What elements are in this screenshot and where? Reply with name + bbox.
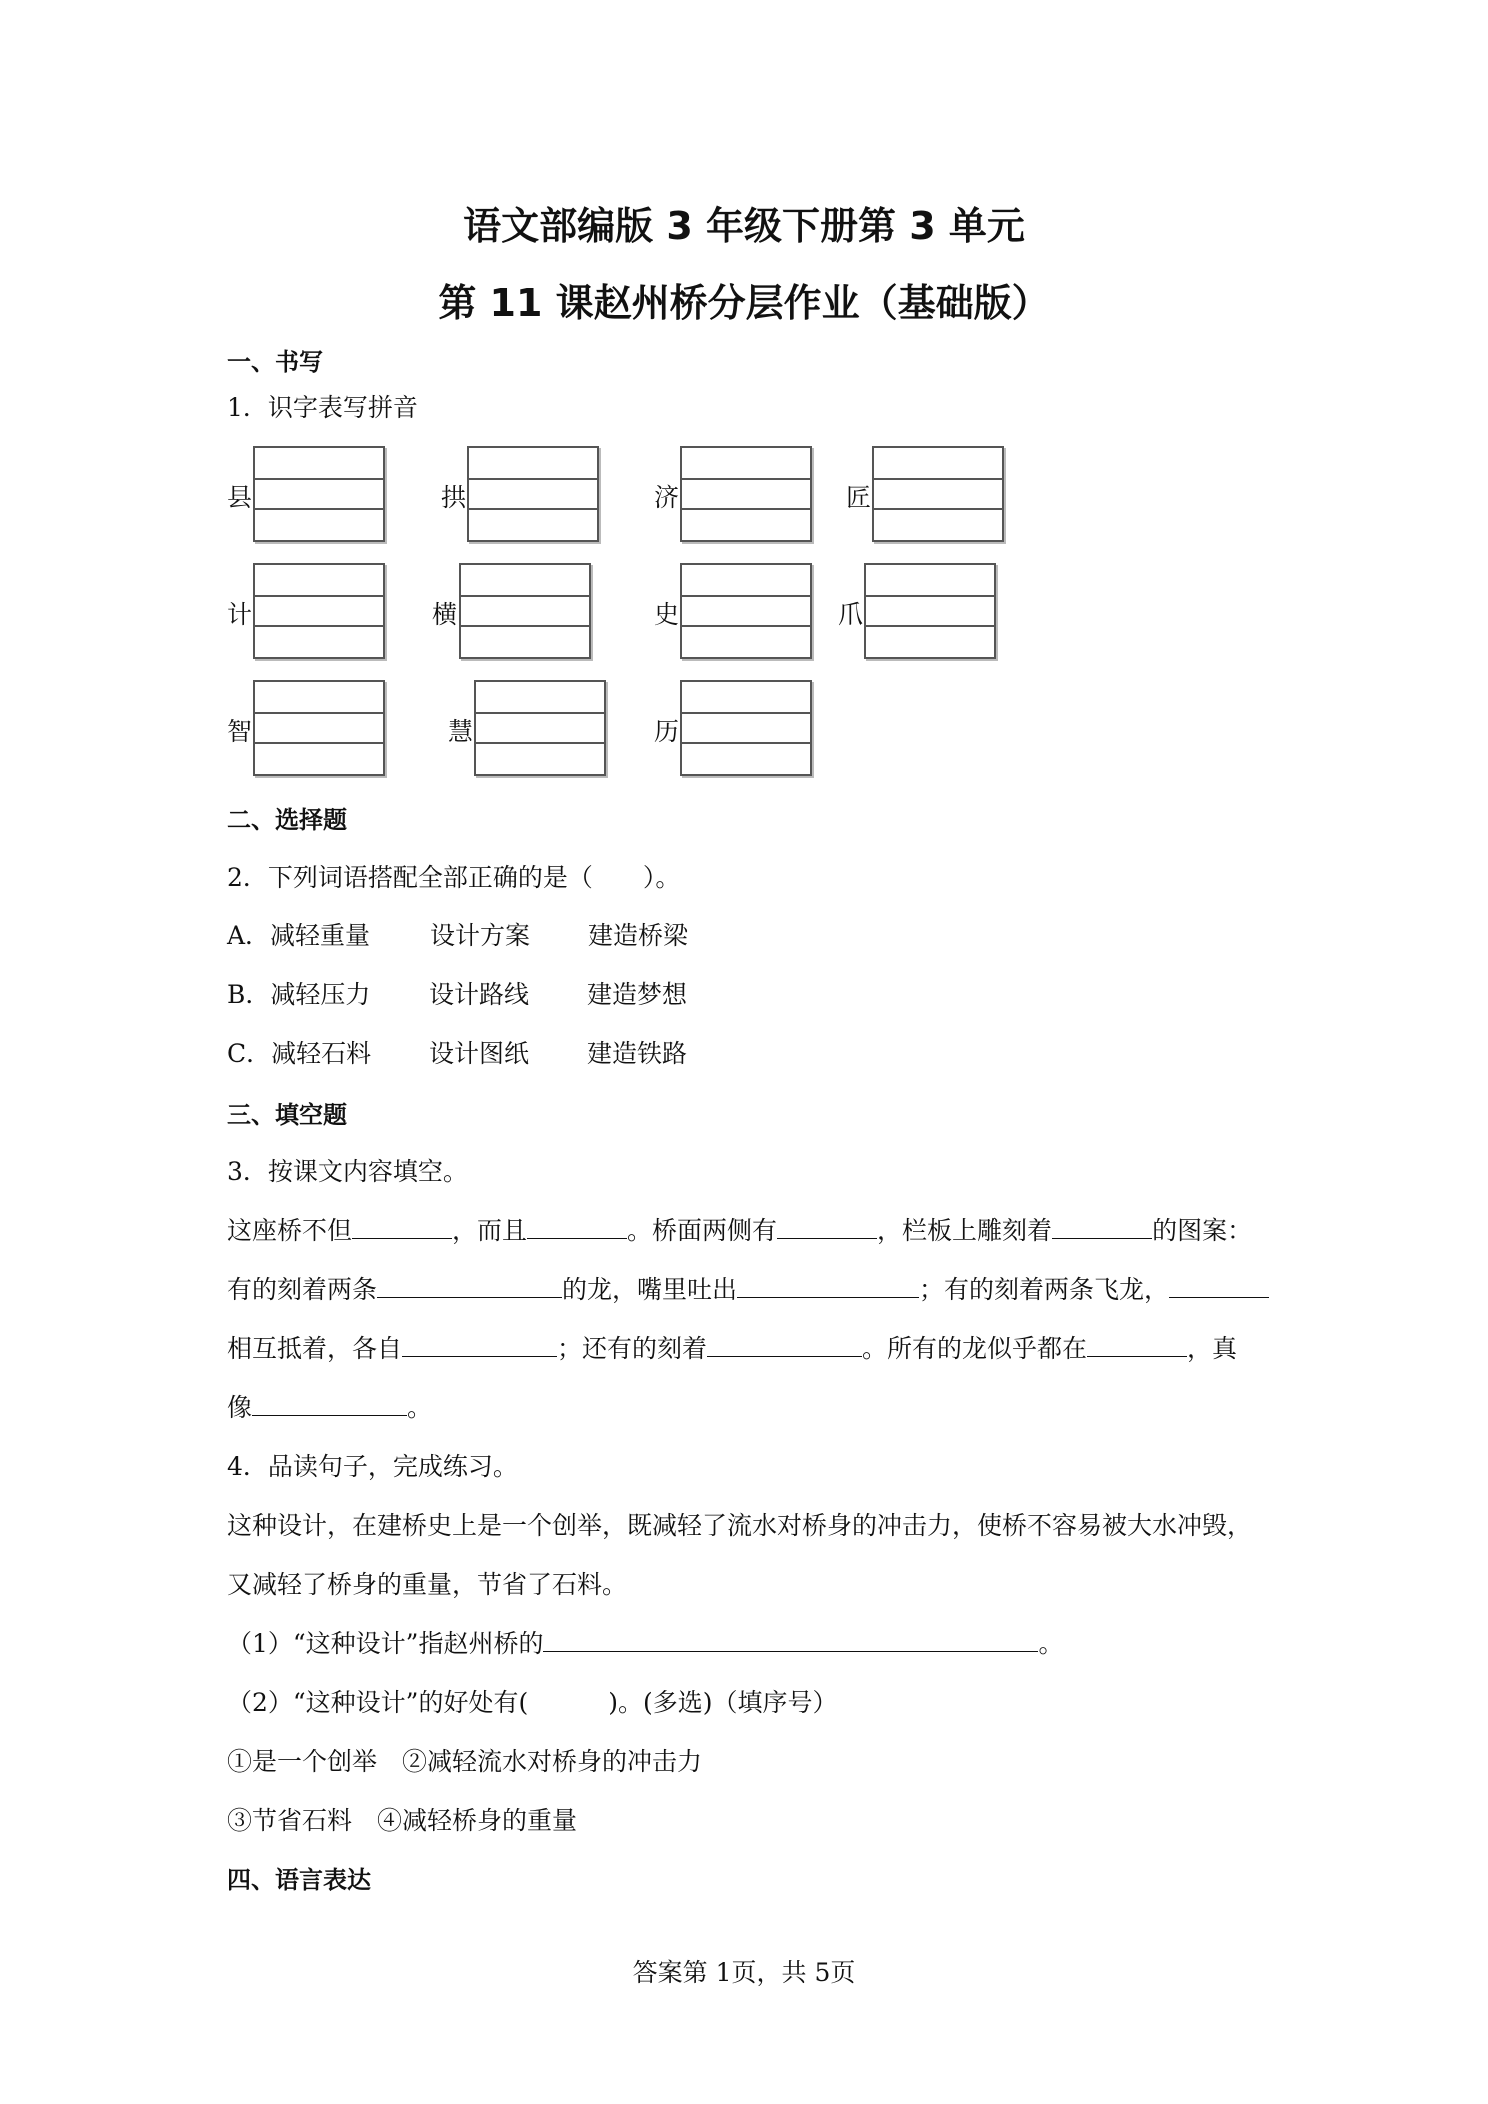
char-label: 史 bbox=[654, 600, 680, 629]
subquestion-1 bbox=[227, 1624, 1063, 1660]
section-heading-writing: 一、书写 bbox=[227, 348, 323, 376]
option-a-word1: A．减轻重量 bbox=[227, 921, 371, 950]
char-label: 爪 bbox=[838, 600, 864, 629]
option-a-word2: 设计方案 bbox=[430, 921, 531, 950]
option-c-word1: C．减轻石料 bbox=[227, 1039, 372, 1068]
text-fragment: 像 bbox=[227, 1393, 253, 1422]
passage-line-2: 又减轻了桥身的重量，节省了石料。 bbox=[227, 1570, 628, 1599]
blank-field[interactable] bbox=[377, 1275, 562, 1298]
pinyin-box[interactable] bbox=[680, 446, 812, 542]
pinyin-box[interactable] bbox=[474, 680, 606, 776]
page-title-line1: 语文部编版 3 年级下册第 3 单元 bbox=[463, 204, 1025, 248]
option-c[interactable] bbox=[227, 1034, 687, 1070]
option-b-word2: 设计路线 bbox=[429, 980, 530, 1009]
subquestion-2 bbox=[227, 1683, 838, 1719]
pinyin-box[interactable] bbox=[467, 446, 599, 542]
pinyin-box[interactable] bbox=[253, 680, 385, 776]
text-fragment: 有的刻着两条 bbox=[227, 1275, 378, 1304]
text-fragment: （1）“这种设计”指赵州桥的 bbox=[227, 1629, 544, 1658]
blank-field[interactable] bbox=[1052, 1216, 1152, 1239]
page-title-line2: 第 11 课赵州桥分层作业（基础版） bbox=[438, 281, 1050, 325]
question-1: 1．识字表写拼音 bbox=[227, 393, 418, 422]
passage-line-1: 这种设计，在建桥史上是一个创举，既减轻了流水对桥身的冲击力，使桥不容易被大水冲毁， bbox=[227, 1511, 1253, 1540]
blank-field[interactable] bbox=[402, 1334, 557, 1357]
char-label: 拱 bbox=[441, 483, 467, 512]
option-c-word3: 建造铁路 bbox=[587, 1039, 688, 1068]
char-label: 济 bbox=[654, 483, 680, 512]
answer-blank[interactable] bbox=[543, 1629, 1038, 1652]
text-fragment: 。桥面两侧有 bbox=[627, 1216, 778, 1245]
blank-field[interactable] bbox=[1169, 1275, 1269, 1298]
option-a-word3: 建造桥梁 bbox=[588, 921, 689, 950]
text-fragment: 这座桥不但 bbox=[227, 1216, 353, 1245]
text-fragment: 。 bbox=[407, 1393, 433, 1422]
choices-line-2: ③节省石料 ④减轻桥身的重量 bbox=[227, 1806, 578, 1835]
char-label: 慧 bbox=[448, 717, 474, 746]
text-fragment: ，真 bbox=[1187, 1334, 1238, 1363]
text-fragment: 相互抵着，各自 bbox=[227, 1334, 403, 1363]
blank-field[interactable] bbox=[737, 1275, 919, 1298]
char-label: 横 bbox=[432, 600, 458, 629]
text-fragment: )。(多选)（填序号） bbox=[608, 1688, 838, 1717]
text-fragment: 。 bbox=[1038, 1629, 1064, 1658]
text-fragment: ；还有的刻着 bbox=[557, 1334, 708, 1363]
pinyin-box[interactable] bbox=[253, 563, 385, 659]
pinyin-box[interactable] bbox=[872, 446, 1004, 542]
option-c-word2: 设计图纸 bbox=[429, 1039, 530, 1068]
fill-line-2 bbox=[227, 1270, 1269, 1306]
question-2: 2．下列词语搭配全部正确的是（ ）。 bbox=[227, 863, 681, 892]
question-4: 4．品读句子，完成练习。 bbox=[227, 1452, 518, 1481]
fill-line-4 bbox=[227, 1388, 432, 1424]
blank-field[interactable] bbox=[707, 1334, 862, 1357]
text-fragment: 的图案： bbox=[1152, 1216, 1253, 1245]
text-fragment: ，而且 bbox=[452, 1216, 528, 1245]
text-fragment: ，栏板上雕刻着 bbox=[877, 1216, 1053, 1245]
blank-field[interactable] bbox=[352, 1216, 452, 1239]
option-b[interactable] bbox=[227, 975, 687, 1011]
blank-field[interactable] bbox=[252, 1393, 407, 1416]
option-b-word3: 建造梦想 bbox=[587, 980, 688, 1009]
char-label: 历 bbox=[654, 717, 680, 746]
char-label: 匠 bbox=[846, 483, 872, 512]
option-a[interactable] bbox=[227, 916, 688, 952]
fill-line-3 bbox=[227, 1329, 1237, 1365]
blank-field[interactable] bbox=[1087, 1334, 1187, 1357]
text-fragment: 。所有的龙似乎都在 bbox=[862, 1334, 1088, 1363]
fill-line-1 bbox=[227, 1211, 1252, 1247]
text-fragment: ；有的刻着两条飞龙， bbox=[919, 1275, 1170, 1304]
text-fragment: （2）“这种设计”的好处有( bbox=[227, 1688, 529, 1717]
section-heading-choice: 二、选择题 bbox=[227, 806, 347, 834]
char-label: 计 bbox=[227, 600, 253, 629]
option-b-word1: B．减轻压力 bbox=[227, 980, 371, 1009]
page-footer: 答案第 1页，共 5页 bbox=[632, 1958, 856, 1987]
section-heading-fill: 三、填空题 bbox=[227, 1101, 347, 1129]
choices-line-1: ①是一个创举 ②减轻流水对桥身的冲击力 bbox=[227, 1747, 703, 1776]
blank-field[interactable] bbox=[527, 1216, 627, 1239]
text-fragment: 的龙，嘴里吐出 bbox=[562, 1275, 738, 1304]
char-label: 智 bbox=[227, 717, 253, 746]
blank-field[interactable] bbox=[777, 1216, 877, 1239]
pinyin-box[interactable] bbox=[680, 563, 812, 659]
pinyin-box[interactable] bbox=[680, 680, 812, 776]
pinyin-box[interactable] bbox=[253, 446, 385, 542]
section-heading-expression: 四、语言表达 bbox=[227, 1866, 371, 1894]
char-label: 县 bbox=[227, 483, 253, 512]
pinyin-box[interactable] bbox=[864, 563, 996, 659]
question-3: 3．按课文内容填空。 bbox=[227, 1157, 468, 1186]
pinyin-box[interactable] bbox=[459, 563, 591, 659]
